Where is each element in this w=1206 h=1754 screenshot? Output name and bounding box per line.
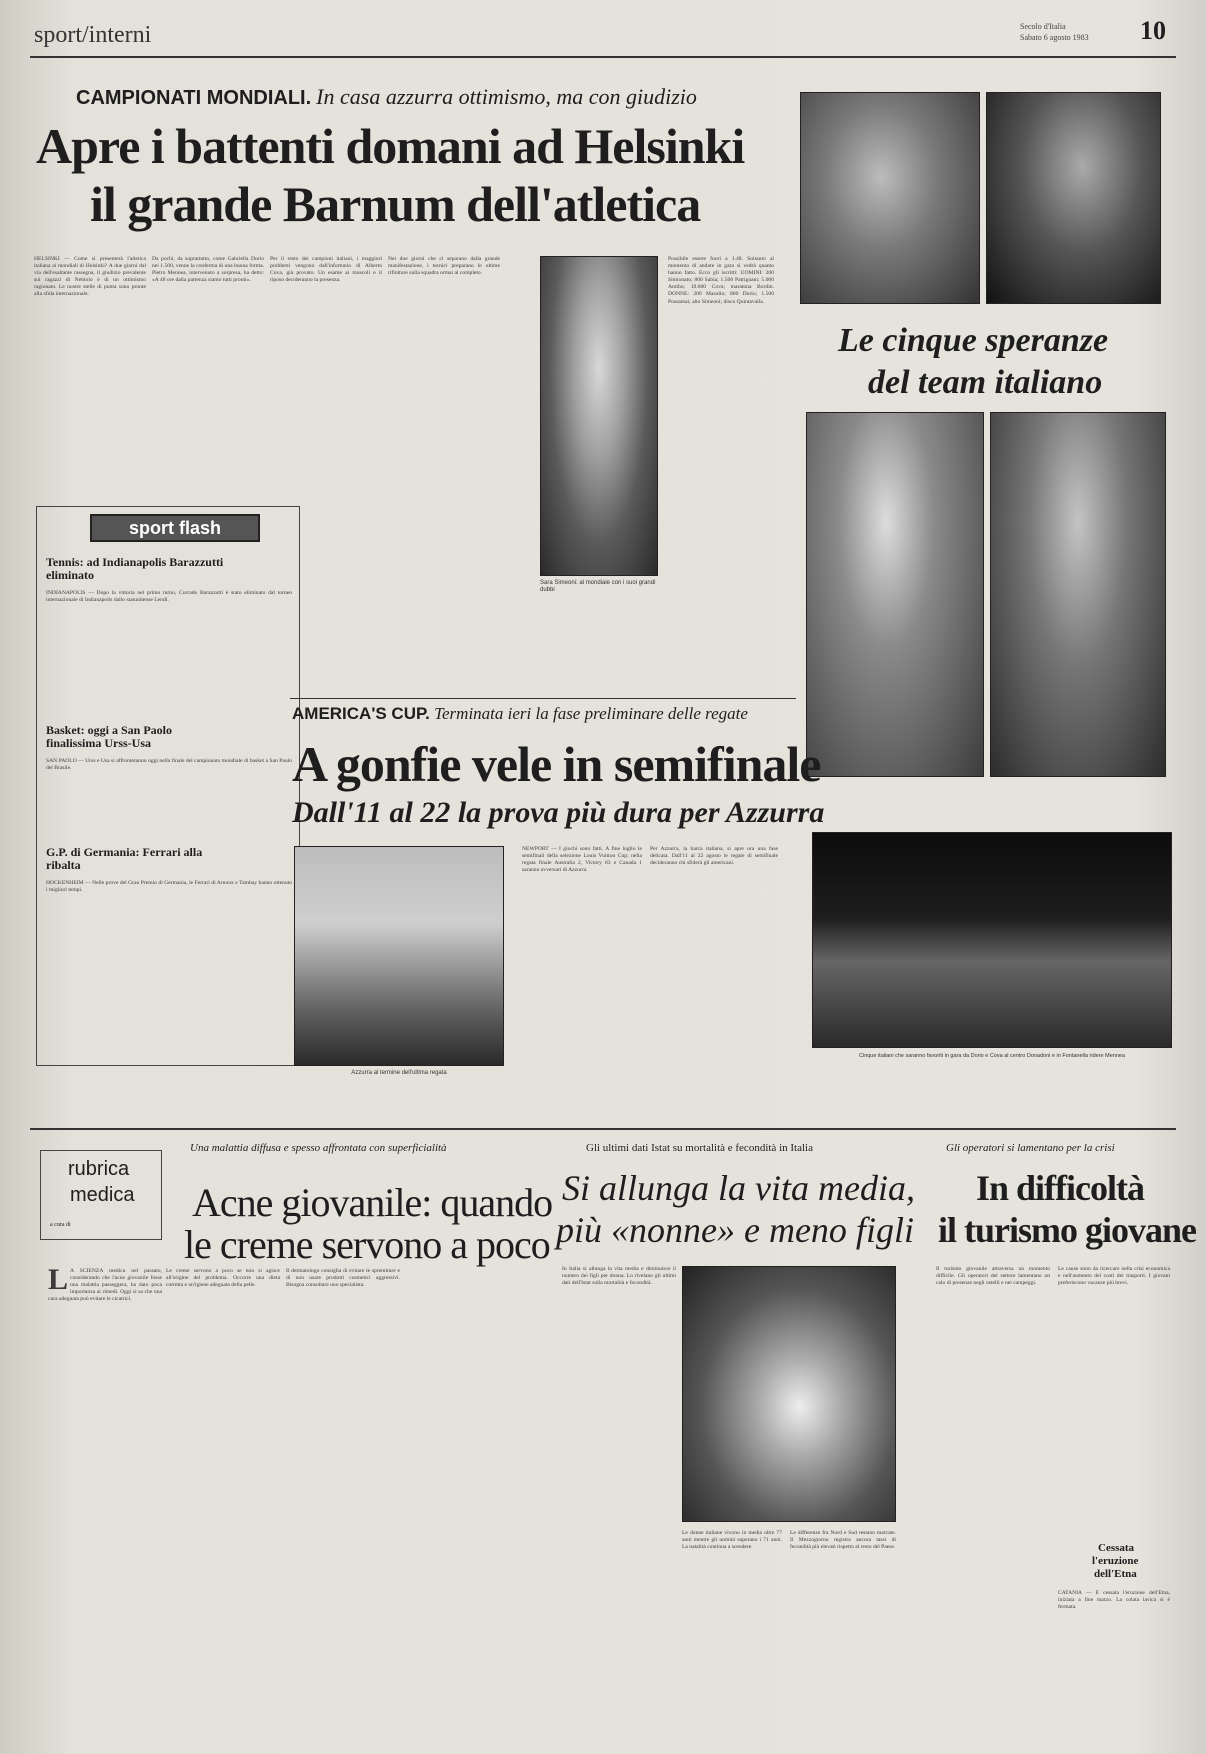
lead-column-2: Da pochi, da soprattutto, come Gabriella Dorio nei 1.500, venne la conferma di una buona forma. Pietro Mennea, intervenuto a sorpresa, ha detto: «A 48 ore dalla partenza siamo tutti pronti». <box>152 256 264 284</box>
lead-headline-2: il grande Barnum dell'atletica <box>90 176 701 232</box>
athlete-photo-middle-left <box>806 412 984 777</box>
section-divider <box>30 1128 1176 1130</box>
americas-cup-column-1: NEWPORT — I giochi sono fatti. A fine luglio le semifinali della selezione Louis Vuitton Cup; nella regata finale Australia 2, Victory 83 e Canada 1 saranno avversari di Azzurra. <box>522 846 642 874</box>
istat-column-2: Le donne italiane vivono in media oltre 77 anni mentre gli uomini superano i 71 anni. La natalità continua a scendere. <box>682 1530 782 1551</box>
rubrica-column-1 <box>48 1268 162 1726</box>
americas-cup-kicker-italic: Terminata ieri la fase preliminare delle regate <box>434 704 748 723</box>
simeoni-photo <box>540 256 658 576</box>
flash-item-1-title: Tennis: ad Indianapolis Barazzutti eliminato <box>46 555 224 582</box>
flash-item-3-title: G.P. di Germania: Ferrari alla ribalta <box>46 845 203 872</box>
lead-column-3: Per il resto dei campioni italiani, i maggiori problemi vengono dall'infortunio di Alberto Cova, già provato. Un esame ai muscoli e il riposo decideranno la presenza. <box>270 256 382 284</box>
istat-headline-2: più «nonne» e meno figli <box>556 1210 914 1250</box>
athlete-photo-middle-right <box>990 412 1166 777</box>
americas-cup-kicker <box>292 704 748 724</box>
rubrica-headline-1: Acne giovanile: quando <box>192 1180 553 1225</box>
sport-flash-title: sport flash <box>90 514 260 542</box>
turismo-kicker: Gli operatori si lamentano per la crisi <box>946 1142 1115 1154</box>
lead-kicker <box>76 84 697 110</box>
etna-box-title-2: l'eruzione <box>1092 1555 1139 1567</box>
istat-column-3: Le differenze fra Nord e Sud restano marcate. Il Mezzogiorno registra ancora tassi di fecondità più elevati rispetto al resto del Paese. <box>790 1530 896 1551</box>
rubrica-kicker: Una malattia diffusa e spesso affrontata con superficialità <box>190 1142 447 1154</box>
azzurra-yacht-photo <box>294 846 504 1066</box>
flash-item-3-text: HOCKENHEIM — Nelle prove del Gran Premio di Germania, le Ferrari di Arnoux e Tambay hanno ottenuto i migliori tempi. <box>46 880 292 894</box>
athlete-photo-top-left <box>800 92 980 304</box>
photo-panel-heading-2: del team italiano <box>868 364 1103 401</box>
turismo-headline-2: il turismo giovane <box>938 1210 1196 1250</box>
istat-headline-1: Si allunga la vita media, <box>562 1168 915 1208</box>
athlete-photo-top-right <box>986 92 1161 304</box>
flash-item-2-title: Basket: oggi a San Paolo finalissima Urss-Usa <box>46 723 173 750</box>
lead-kicker-label: CAMPIONATI MONDIALI. <box>76 87 312 109</box>
rubrica-box-author: a cura di <box>50 1222 71 1228</box>
page-number: 10 <box>1140 16 1166 45</box>
simeoni-photo-caption: Sara Simeoni: al mondiale con i suoi grandi dubbi <box>540 580 656 593</box>
rubrica-headline-2: le creme servono a poco <box>184 1222 550 1267</box>
lead-headline-1: Apre i battenti domani ad Helsinki <box>36 118 745 174</box>
rubrica-column-1-text: A SCIENZA medica nel passato, considerando che l'acne giovanile fosse una malattia passeggera, ha dato poca importanza ai rimedi. Oggi si sa che una cura adeguata può evitare le cicatrici. <box>48 1268 162 1303</box>
lead-column-1: HELSINKI — Come si presenterà l'atletica italiana ai mondiali di Helsinki? A due giorni dal via dell'esaltante rassegna, il giudizio prevalente sui ragazzi di Nebiolo è di un ottimismo ragionato. Le nostre stelle di punta sono pronte alla sfida internazionale. <box>34 256 146 298</box>
rubrica-box-line-1: rubrica <box>68 1158 130 1180</box>
americas-cup-column-2: Per Azzurra, la barca italiana, si apre ora una fase delicata. Dall'11 al 22 agosto le regate di semifinale decideranno chi sfiderà gli americani. <box>650 846 778 867</box>
lead-column-4: Nei due giorni che ci separano dalla grande manifestazione, i tecnici preparano le ultime rifiniture sulla squadra ormai al completo. <box>388 256 500 277</box>
issue-date: Sabato 6 agosto 1983 <box>1020 33 1089 42</box>
photo-panel-heading-1: Le cinque speranze <box>838 322 1109 359</box>
americas-cup-kicker-label: AMERICA'S CUP. <box>292 704 430 723</box>
turismo-column-2: Le cause sono da ricercare nella crisi economica e nell'aumento dei costi dei trasporti. I giovani preferiscono vacanze più brevi. <box>1058 1266 1170 1287</box>
etna-box-text: CATANIA — È cessata l'eruzione dell'Etna, iniziata a fine marzo. La colata lavica si è fermata. <box>1058 1590 1170 1611</box>
flash-item-2-text: SAN PAOLO — Urss e Usa si affronteranno oggi nella finale del campionato mondiale di basket a San Paolo del Brasile. <box>46 758 292 772</box>
americas-cup-rule <box>290 698 796 699</box>
elderly-women-photo <box>682 1266 896 1522</box>
turismo-column-1: Il turismo giovanile attraversa un momento difficile. Gli operatori del settore lamentano un calo di presenze negli ostelli e nei campeggi. <box>936 1266 1050 1287</box>
masthead-rule <box>30 56 1176 58</box>
etna-box-title-1: Cessata <box>1098 1542 1135 1554</box>
race-photo-bottom <box>812 832 1172 1048</box>
rubrica-dropcap: L <box>48 1268 69 1296</box>
istat-column-1: In Italia si allunga la vita media e diminuisce il numero dei figli per donna. Lo rivelano gli ultimi dati dell'Istat sulla mortalità e fecondità. <box>562 1266 676 1287</box>
etna-box-title-3: dell'Etna <box>1094 1568 1137 1580</box>
paper-name: Secolo d'Italia <box>1020 22 1066 31</box>
americas-cup-subhead: Dall'11 al 22 la prova più dura per Azzurra <box>292 796 825 829</box>
turismo-headline-1: In difficoltà <box>976 1168 1145 1208</box>
lead-kicker-italic: In casa azzurra ottimismo, ma con giudizio <box>316 84 697 109</box>
azzurra-photo-caption: Azzurra al termine dell'ultima regata <box>351 1070 447 1076</box>
photo-panel-bottom-caption: Cinque italiani che saranno favoriti in gara da Dorio e Cova al centro Donadoni e in Fontanella ridere Mennea <box>859 1053 1125 1059</box>
flash-item-1-text: INDIANAPOLIS — Dopo la vittoria nel primo turno, Corrado Barazzutti è stato eliminato dal torneo internazionale di Indianapolis dallo statunitense Lendl. <box>46 590 292 604</box>
rubrica-column-2: Le creme servono a poco se non si agisce all'origine del problema. Occorre una dieta corretta e un'igiene adeguata della pelle. <box>166 1268 280 1289</box>
americas-cup-headline: A gonfie vele in semifinale <box>292 736 821 792</box>
section-label: sport/interni <box>34 22 152 48</box>
rubrica-box-line-2: medica <box>70 1184 135 1206</box>
rubrica-column-3: Il dermatologo consiglia di evitare le spremiture e di non usare prodotti cosmetici aggressivi. Bisogna consultare uno specialista. <box>286 1268 400 1289</box>
lead-column-5: Possibile essere fuori a 1.48. Soltanto al momento di andare in gara si vedrà quanto hanno fatto. Ecco gli iscritti: UOMINI: 200 Simionato; 800 Sabia; 1.500 Patrignani; 5.000 Antibo; 10.000 Cova; maratona Bordin. DONNE: 200 Masullo; 800 Dorio; 1.500 Possamai; alto Simeoni; disco Quintavalla. <box>668 256 774 305</box>
istat-kicker: Gli ultimi dati Istat su mortalità e fecondità in Italia <box>586 1142 813 1154</box>
